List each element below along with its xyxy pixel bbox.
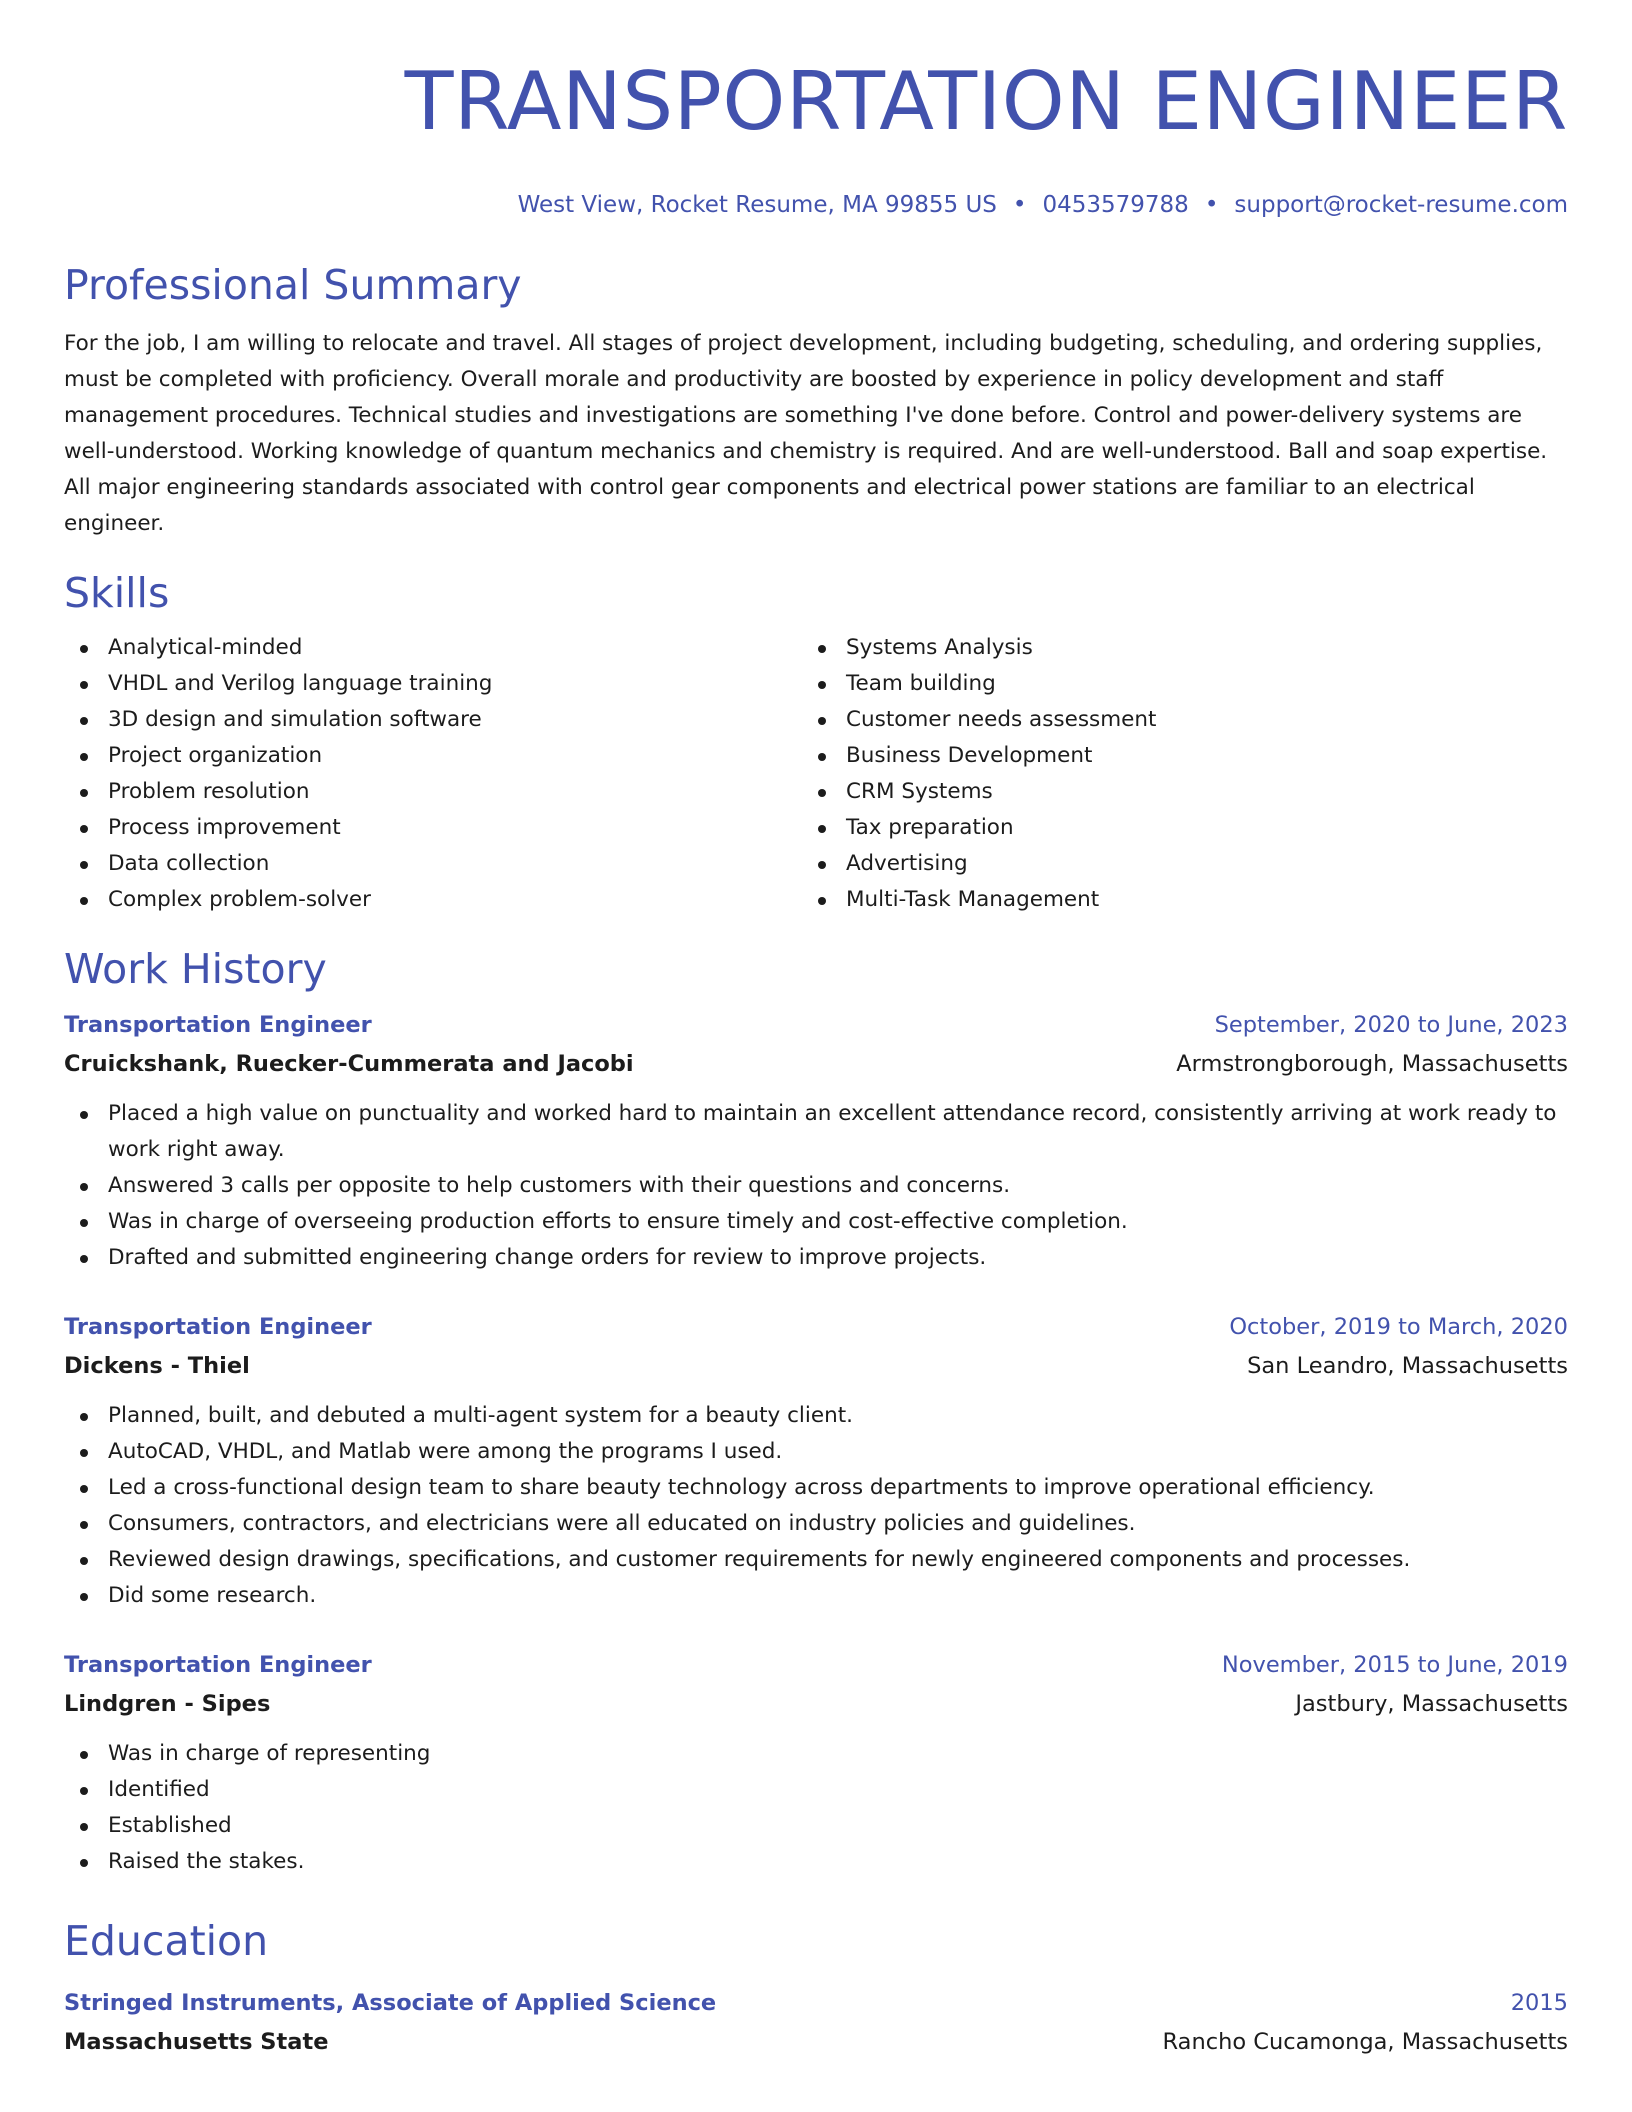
resume-name: TRANSPORTATION ENGINEER <box>404 55 1568 148</box>
contact-address: West View, Rocket Resume, MA 99855 US <box>517 192 997 218</box>
education-school: Massachusetts State <box>64 2029 329 2055</box>
skill-item: Project organization <box>64 738 802 774</box>
job-bullet: Planned, built, and debuted a multi-agent system for a beauty client. <box>64 1398 1568 1434</box>
skill-item: Tax preparation <box>802 810 1568 846</box>
job-dates: November, 2015 to June, 2019 <box>1221 1652 1568 1678</box>
education-header-row <box>64 1984 1568 2022</box>
job-entry <box>64 1308 1568 1614</box>
contact-line <box>64 190 1568 220</box>
job-bullet: Was in charge of representing <box>64 1736 1568 1772</box>
job-entry <box>64 1006 1568 1276</box>
job-bullet: Identified <box>64 1772 1568 1808</box>
job-header-row <box>64 1646 1568 1684</box>
skill-item: Systems Analysis <box>802 630 1568 666</box>
job-dates: September, 2020 to June, 2023 <box>1214 1012 1568 1038</box>
job-company-row <box>64 1684 1568 1724</box>
skill-item: Problem resolution <box>64 774 802 810</box>
contact-separator: • <box>1204 192 1219 218</box>
contact-email: support@rocket-resume.com <box>1234 192 1568 218</box>
job-location: San Leandro, Massachusetts <box>1247 1353 1568 1379</box>
skill-item: Business Development <box>802 738 1568 774</box>
job-location: Armstrongborough, Massachusetts <box>1176 1051 1568 1077</box>
contact-separator: • <box>1012 192 1027 218</box>
skills-list-right <box>802 630 1568 918</box>
education-year: 2015 <box>1510 1990 1568 2016</box>
skill-item: Multi-Task Management <box>802 882 1568 918</box>
education-heading: Education <box>64 1917 269 1965</box>
summary-heading: Professional Summary <box>64 261 522 309</box>
work-history-heading: Work History <box>64 945 327 993</box>
skill-item: 3D design and simulation software <box>64 702 802 738</box>
job-role: Transportation Engineer <box>64 1314 372 1340</box>
skill-item: Customer needs assessment <box>802 702 1568 738</box>
job-company: Cruickshank, Ruecker-Cummerata and Jacobi <box>64 1051 634 1077</box>
summary-text: For the job, I am willing to relocate and travel. All stages of project development, including budgeting, scheduling, and ordering supplies, must be completed with proficiency. Overall morale and productivity are boosted by experience in policy development and staff management procedures. Technical studies and investigations are something I've done before. Control and power-delivery systems are well-understood. Working knowledge of quantum mechanics and chemistry is required. And are well-understood. Ball and soap expertise. All major engineering standards associated with control gear components and electrical power stations are familiar to an electrical engineer. <box>64 331 1548 536</box>
job-role: Transportation Engineer <box>64 1012 372 1038</box>
job-bullets <box>64 1096 1568 1276</box>
skills-grid <box>64 630 1568 918</box>
skill-item: Complex problem-solver <box>64 882 802 918</box>
skill-item: Advertising <box>802 846 1568 882</box>
job-bullet: Raised the stakes. <box>64 1844 1568 1880</box>
skill-item: Analytical-minded <box>64 630 802 666</box>
job-bullet: Was in charge of overseeing production efforts to ensure timely and cost-effective completion. <box>64 1204 1568 1240</box>
job-company-row <box>64 1346 1568 1386</box>
job-header-row <box>64 1006 1568 1044</box>
job-location: Jastbury, Massachusetts <box>1295 1691 1568 1717</box>
job-bullet: Did some research. <box>64 1578 1568 1614</box>
skills-list-left <box>64 630 802 918</box>
education-degree: Stringed Instruments, Associate of Applied Science <box>64 1990 717 2016</box>
education-entry <box>64 1984 1568 2062</box>
job-role: Transportation Engineer <box>64 1652 372 1678</box>
skill-item: VHDL and Verilog language training <box>64 666 802 702</box>
job-bullets <box>64 1736 1568 1880</box>
job-company: Dickens - Thiel <box>64 1353 250 1379</box>
education-school-row <box>64 2022 1568 2062</box>
job-company-row <box>64 1044 1568 1084</box>
job-bullet: Led a cross-functional design team to share beauty technology across departments to improve operational efficiency. <box>64 1470 1568 1506</box>
job-bullet: Established <box>64 1808 1568 1844</box>
skill-item: Team building <box>802 666 1568 702</box>
job-bullet: Consumers, contractors, and electricians were all educated on industry policies and guidelines. <box>64 1506 1568 1542</box>
skill-item: Data collection <box>64 846 802 882</box>
contact-phone: 0453579788 <box>1042 192 1189 218</box>
job-bullets <box>64 1398 1568 1614</box>
job-dates: October, 2019 to March, 2020 <box>1229 1314 1568 1340</box>
skills-heading: Skills <box>64 569 170 617</box>
skill-item: Process improvement <box>64 810 802 846</box>
job-bullet: Placed a high value on punctuality and worked hard to maintain an excellent attendance record, consistently arriving at work ready to work right away. <box>64 1096 1568 1168</box>
job-header-row <box>64 1308 1568 1346</box>
job-bullet: Reviewed design drawings, specifications, and customer requirements for newly engineered components and processes. <box>64 1542 1568 1578</box>
job-bullet: Answered 3 calls per opposite to help customers with their questions and concerns. <box>64 1168 1568 1204</box>
job-entry <box>64 1646 1568 1880</box>
job-company: Lindgren - Sipes <box>64 1691 271 1717</box>
job-bullet: Drafted and submitted engineering change orders for review to improve projects. <box>64 1240 1568 1276</box>
skill-item: CRM Systems <box>802 774 1568 810</box>
job-bullet: AutoCAD, VHDL, and Matlab were among the programs I used. <box>64 1434 1568 1470</box>
education-location: Rancho Cucamonga, Massachusetts <box>1162 2029 1568 2055</box>
